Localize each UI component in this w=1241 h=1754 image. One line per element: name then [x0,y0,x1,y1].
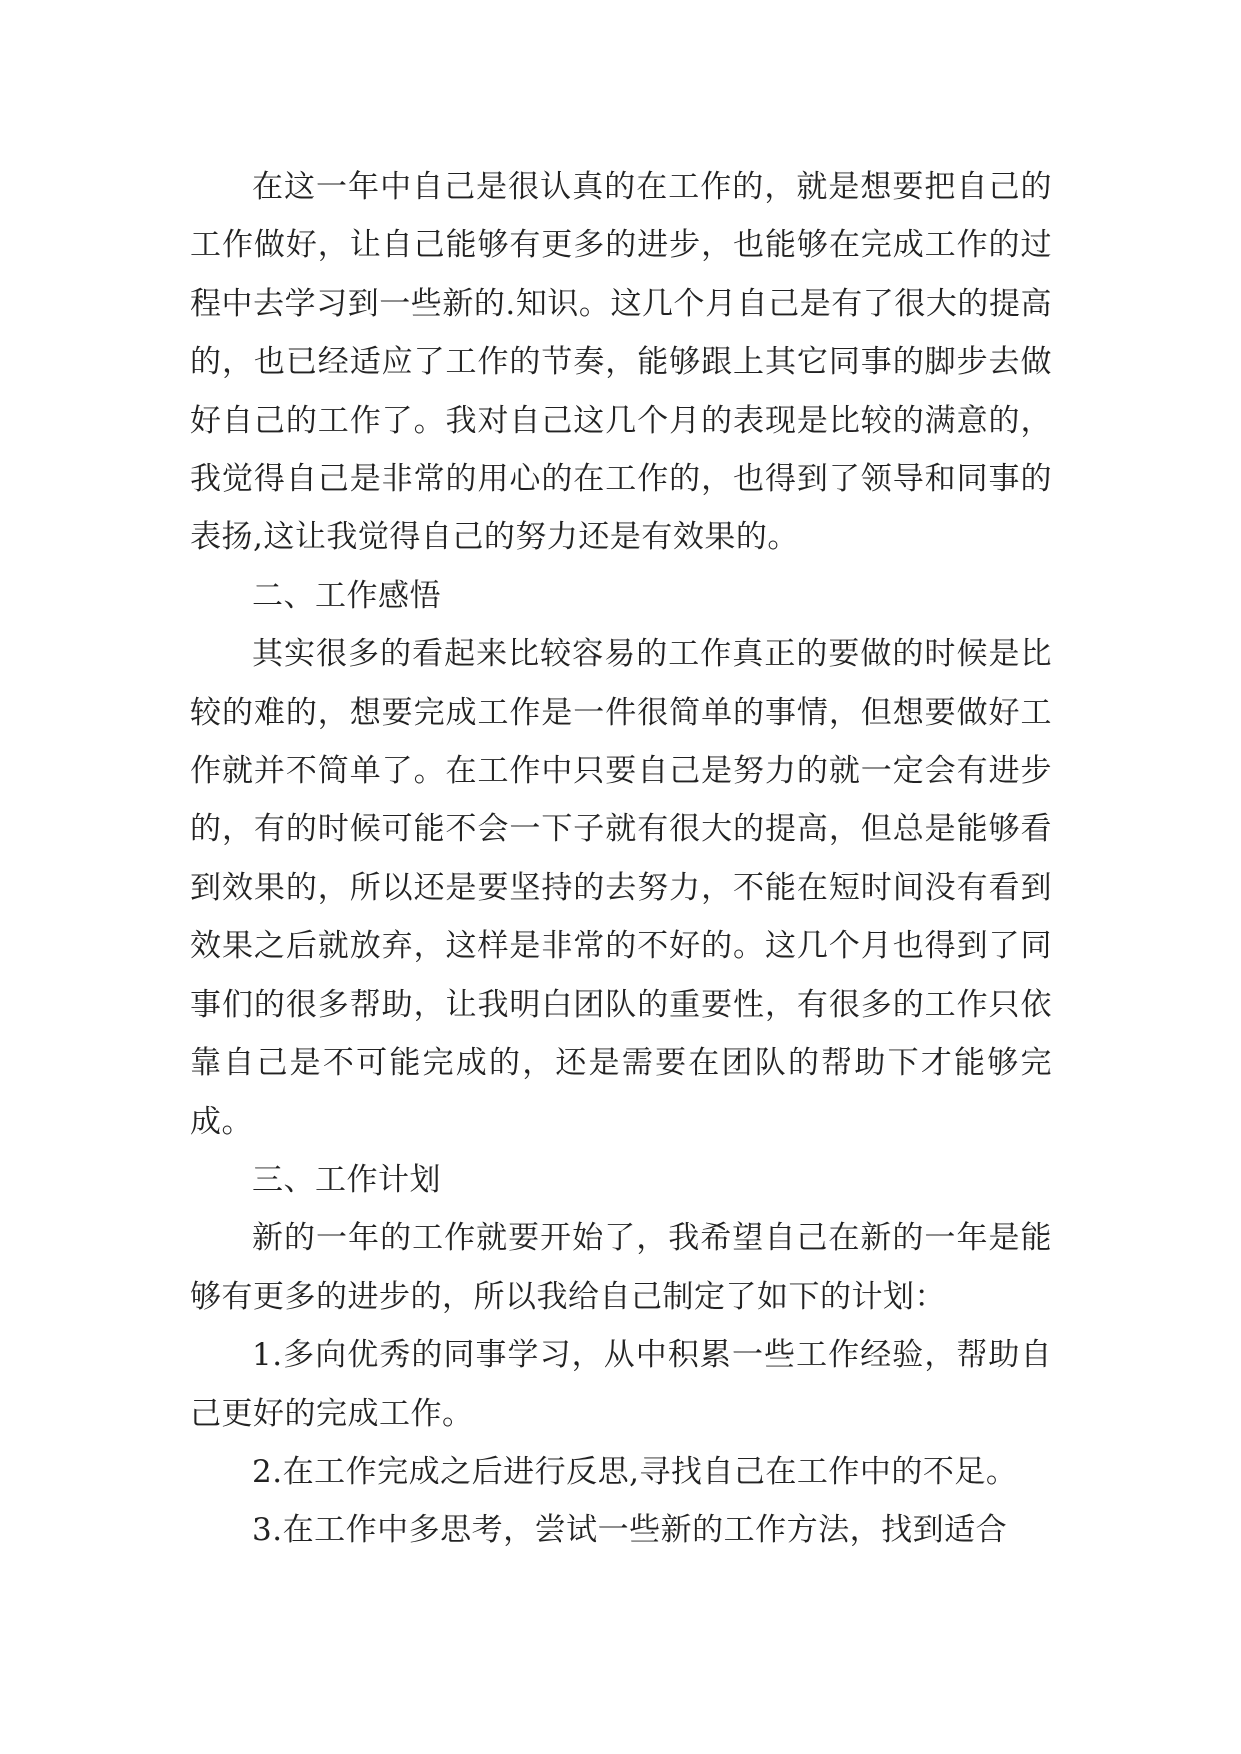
plan-item-3: 3.在工作中多思考，尝试一些新的工作方法，找到适合 [252,1512,1008,1549]
section-heading-work-insights: 二、工作感悟 [252,577,441,614]
paragraph-work-insights: 其实很多的看起来比较容易的工作真正的要做的时候是比较的难的，想要完成工作是一件很简单的事情，但想要做好工作就并不简单了。在工作中只要自己是努力的就一定会有进步的，有的时候可能不会一下子就有很大的提高，但总是能够看到效果的，所以还是要坚持的去努力，不能在短时间没有看到效果之后就放弃，这样是非常的不好的。这几个月也得到了同事们的很多帮助，让我明白团队的重要性，有很多的工作只依靠自己是不可能完成的，还是需要在团队的帮助下才能够完成。 [190,636,1052,1140]
paragraph-work-plan-intro: 新的一年的工作就要开始了，我希望自己在新的一年是能够有更多的进步的，所以我给自己制定了如下的计划： [190,1220,1052,1315]
plan-item-1: 1.多向优秀的同事学习，从中积累一些工作经验，帮助自己更好的完成工作。 [190,1337,1052,1432]
document-body [190,158,1052,1560]
plan-item-2: 2.在工作完成之后进行反思,寻找自己在工作中的不足。 [252,1453,1018,1490]
paragraph-work-review: 在这一年中自己是很认真的在工作的，就是想要把自己的工作做好，让自己能够有更多的进步，也能够在完成工作的过程中去学习到一些新的.知识。这几个月自己是有了很大的提高的，也已经适应了工作的节奏，能够跟上其它同事的脚步去做好自己的工作了。我对自己这几个月的表现是比较的满意的，我觉得自己是非常的用心的在工作的，也得到了领导和同事的表扬,这让我觉得自己的努力还是有效果的。 [190,169,1052,556]
section-heading-work-plan: 三、工作计划 [252,1161,441,1198]
